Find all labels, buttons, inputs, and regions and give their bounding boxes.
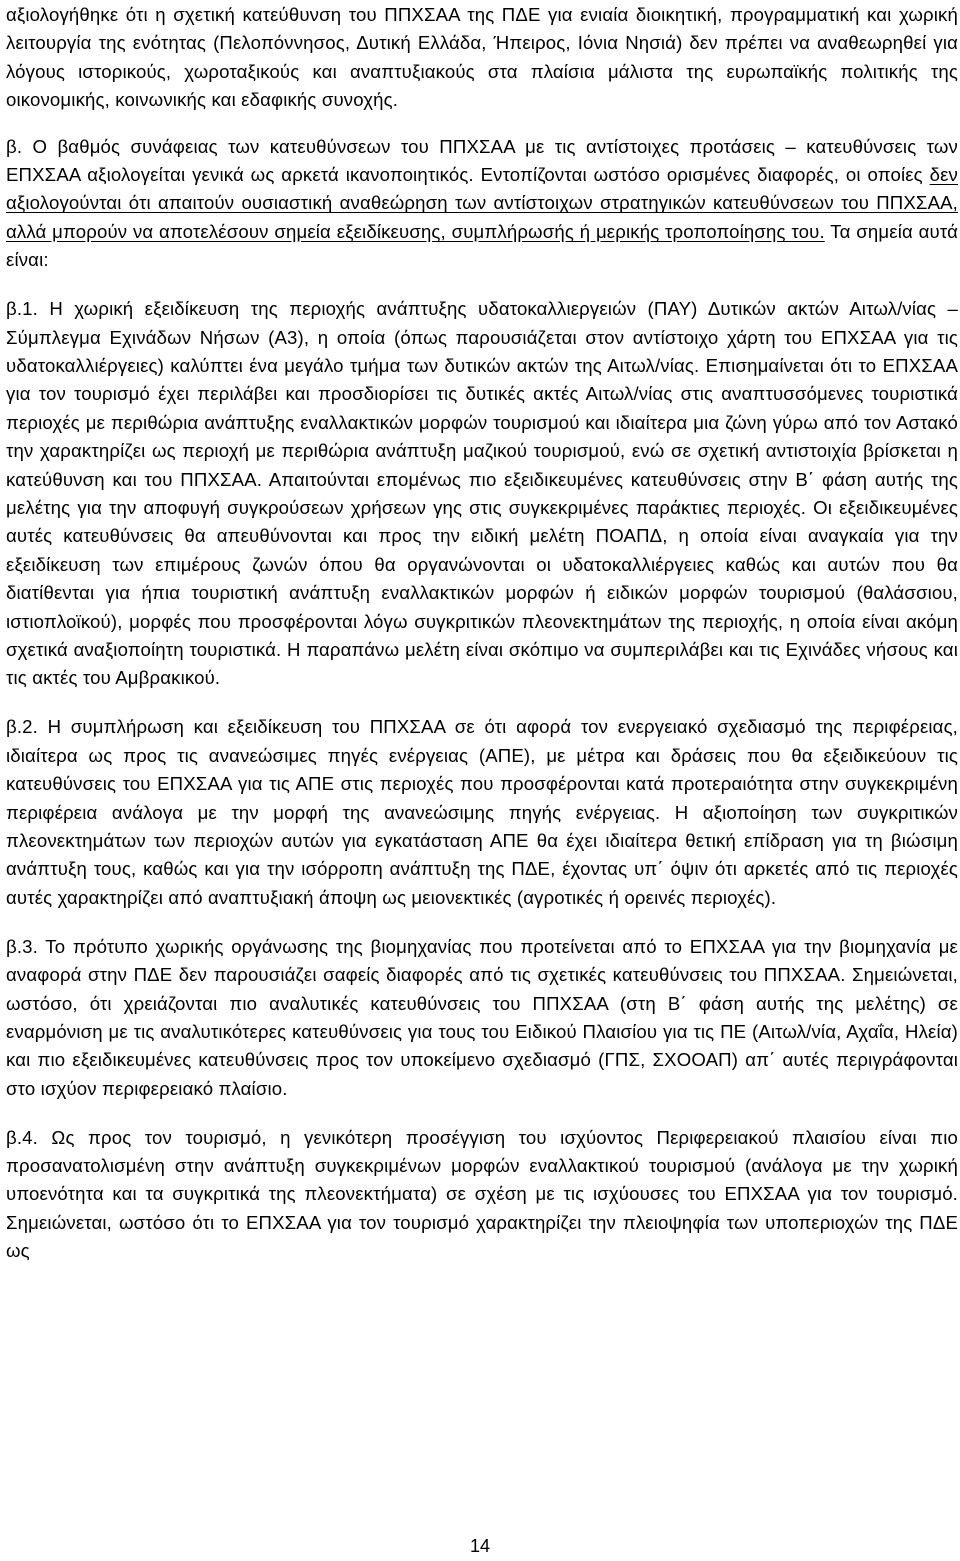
page-number: 14 — [469, 1536, 491, 1556]
paragraph-beta-underlined: δεν αξιολογούνται ότι απαιτούν ουσιαστική αναθεώρηση των αντίστοιχων στρατηγικών κατευθύνσεων του ΠΠΧΣΑΑ, αλλά μπορούν να αποτελέσουν σημεία εξειδίκευσης, συμπλήρωσής ή μερικής τροποποίησης του. — [6, 164, 958, 242]
body-text — [6, 1, 958, 1286]
paragraph-beta-2: β.2. Η συμπλήρωση και εξειδίκευση του ΠΠΧΣΑΑ σε ότι αφορά τον ενεργειακό σχεδιασμό της περιφέρειας, ιδιαίτερα ως προς τις ανανεώσιμες πηγές ενέργειας (ΑΠΕ), με μέτρα και δράσεις που θα εξειδικεύουν τις κατευθύνσεις του ΕΠΧΣΑΑ για τις ΑΠΕ στις περιοχές που προσφέρονται κατά προτεραιότητα στην συγκεκριμένη περιφέρεια ανάλογα με την μορφή της ανανεώσιμης πηγής ενέργειας. Η αξιοποίηση των συγκριτικών πλεονεκτημάτων των περιοχών αυτών για εγκατάσταση ΑΠΕ θα έχει ιδιαίτερα θετική επίδραση για τη βιώσιμη ανάπτυξη τους, καθώς και για την ισόρροπη ανάπτυξη της ΠΔΕ, έχοντας υπ΄ όψιν ότι αρκετές από τις περιοχές αυτές χαρακτηρίζει από αναπτυξιακή άποψη ως μειονεκτικές (αγροτικές ή ορεινές περιοχές). — [6, 716, 958, 908]
paragraph-beta-tail: Τα σημεία αυτά είναι: — [6, 220, 958, 271]
paragraph-intro: αξιολογήθηκε ότι η σχετική κατεύθυνση του ΠΠΧΣΑΑ της ΠΔΕ για ενιαία διοικητική, προγραμματική και χωρική λειτουργία της ενότητας (Πελοπόννησος, Δυτική Ελλάδα, Ήπειρος, Ιόνια Νησιά) δεν πρέπει να αναθεωρηθεί για λόγους ιστορικούς, χωροταξικούς και αναπτυξιακούς στα πλαίσια μάλιστα της ευρωπαϊκής πολιτικής της οικονομικής, κοινωνικής και εδαφικής συνοχής. — [6, 4, 958, 111]
paragraph-beta-lead: β. Ο βαθμός συνάφειας των κατευθύνσεων του ΠΠΧΣΑΑ με τις αντίστοιχες προτάσεις – κατευθύνσεις των ΕΠΧΣΑΑ αξιολογείται γενικά ως αρκετά ικανοποιητικός. Εντοπίζονται ωστόσο ορισμένες διαφορές, οι οποίες — [6, 135, 958, 186]
paragraph-beta — [6, 133, 958, 275]
paragraph-beta-4: β.4. Ως προς τον τουρισμό, η γενικότερη προσέγγιση του ισχύοντος Περιφερειακού πλαισίου είναι πιο προσανατολισμένη στην ανάπτυξη συγκεκριμένων μορφών εναλλακτικού τουρισμού (ανάλογα με την χωρική υποενότητα και τα συγκριτικά της πλεονεκτήματα) σε σχέση με τις ισχύουσες του ΕΠΧΣΑΑ για τον τουρισμό. Σημειώνεται, ωστόσο ότι το ΕΠΧΣΑΑ για τον τουρισμό χαρακτηρίζει την πλειοψηφία των υποπεριοχών της ΠΔΕ ως — [6, 1126, 958, 1262]
paragraph-beta-1: β.1. Η χωρική εξειδίκευση της περιοχής ανάπτυξης υδατοκαλλιεργειών (ΠΑΥ) Δυτικών ακτών Αιτωλ/νίας – Σύμπλεγμα Εχινάδων Νήσων (Α3), η οποία (όπως παρουσιάζεται στον αντίστοιχο χάρτη του ΕΠΧΣΑΑ για τις υδατοκαλλιέργειες) καλύπτει ένα μεγάλο τμήμα των δυτικών ακτών της Αιτωλ/νίας. Επισημαίνεται ότι το ΕΠΧΣΑΑ για τον τουρισμό έχει περιλάβει και προσδιορίσει τις δυτικές ακτές Αιτωλ/νίας στις αναπτυσσόμενες τουριστικά περιοχές με περιθώρια ανάπτυξης εναλλακτικών μορφών τουρισμού και ιδιαίτερα μια ζώνη γύρω από τον Αστακό την χαρακτηρίζει ως περιοχή με περιθώρια ανάπτυξη μαζικού τουρισμού, ενώ σε σχετική αντιστοιχία βρίσκεται η κατεύθυνση και του ΠΠΧΣΑΑ. Απαιτούνται επομένως πιο εξειδικευμένες κατευθύνσεις στην Β΄ φάση αυτής της μελέτης για την αποφυγή συγκρούσεων χρήσεων γης στις συγκεκριμένες παράκτιες περιοχές. Οι εξειδικευμένες αυτές κατευθύνσεις θα απευθύνονται και προς την ειδική μελέτη ΠΟΑΠΔ, η οποία είναι αναγκαία για την εξειδίκευση των επιμέρους ζωνών όπου θα οργανώνονται οι υδατοκαλλιέργειες καθώς και αυτών που θα διατίθενται για ήπια τουριστική ανάπτυξη εναλλακτικών μορφών ή ειδικών μορφών τουρισμού (θαλάσσιου, ιστιοπλοϊκού), μορφές που προσφέρονται λόγω συγκριτικών πλεονεκτημάτων της περιοχής, η οποία είναι ακόμη σχετικά αναξιοποίητη τουριστικά. Η παραπάνω μελέτη είναι σκόπιμο να συμπεριλάβει και τις Εχινάδες νήσους και τις ακτές του Αμβρακικού. — [6, 298, 958, 689]
paragraph-beta-3: β.3. Το πρότυπο χωρικής οργάνωσης της βιομηχανίας που προτείνεται από το ΕΠΧΣΑΑ για την βιομηχανία με αναφορά στην ΠΔΕ δεν παρουσιάζει σαφείς διαφορές από τις σχετικές κατευθύνσεις του ΠΠΧΣΑΑ. Σημειώνεται, ωστόσο, ότι χρειάζονται πιο αναλυτικές κατευθύνσεις του ΠΠΧΣΑΑ (στη Β΄ φάση αυτής της μελέτης) σε εναρμόνιση με τις αναλυτικότερες κατευθύνσεις για τους του Ειδικού Πλαισίου για τις ΠΕ (Αιτωλ/νία, Αχαΐα, Ηλεία) και πιο εξειδικευμένες κατευθύνσεις προς τον υποκείμενο σχεδιασμό (ΓΠΣ, ΣΧΟΟΑΠ) απ΄ αυτές περιγράφονται στο ισχύον περιφερειακό πλαίσιο. — [6, 935, 958, 1099]
